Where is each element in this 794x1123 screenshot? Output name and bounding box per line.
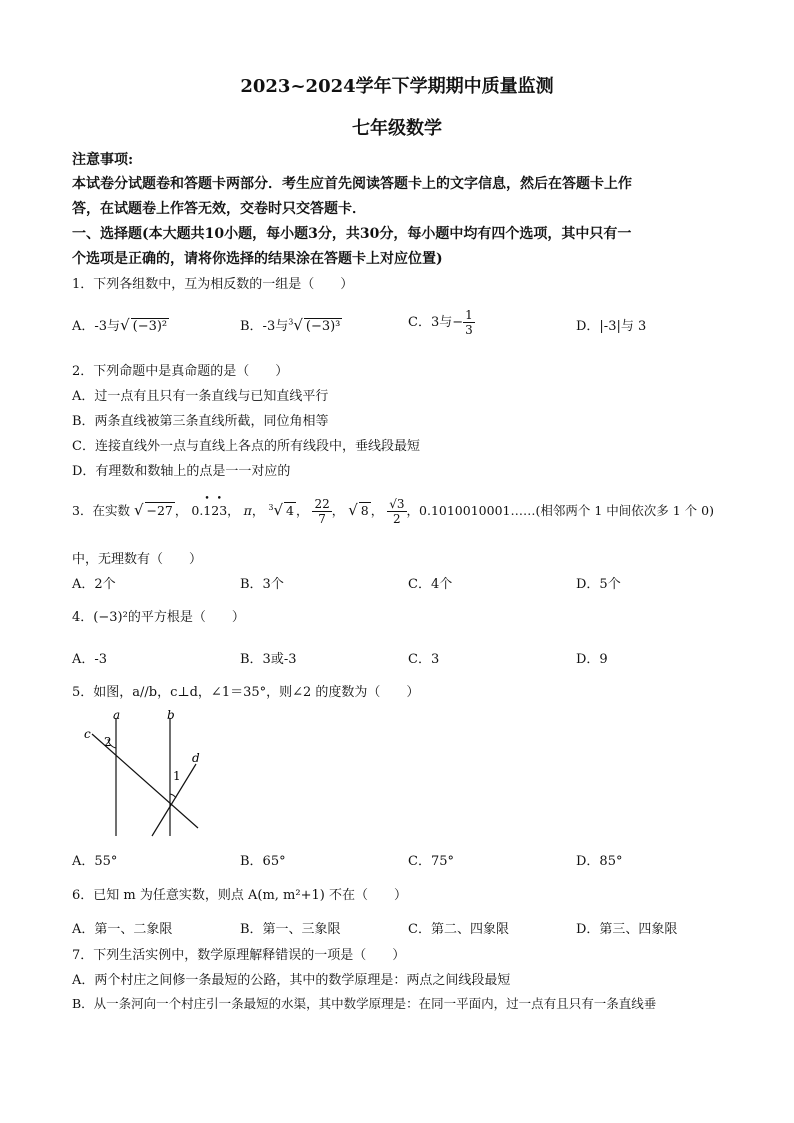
q2-option-a: A．过一点有且只有一条直线与已知直线平行 — [72, 389, 329, 404]
cbrt-symbol: √ — [273, 501, 284, 519]
q2-option-d: D．有理数和数轴上的点是一一对应的 — [72, 464, 291, 479]
label-b: b — [167, 708, 175, 722]
q1-stem: 1．下列各组数中，互为相反数的一组是（ ） — [72, 277, 354, 292]
q4-option-d: D．9 — [576, 652, 608, 667]
q7-stem: 7．下列生活实例中，数学原理解释错误的一项是（ ） — [72, 948, 406, 963]
q3-number-2 — [191, 494, 229, 518]
q4-option-a: A．-3 — [72, 652, 108, 667]
q3-option-d: D．5个 — [576, 577, 621, 592]
q3-number-6: 8 — [360, 503, 369, 518]
q4-option-c: C．3 — [408, 652, 440, 667]
q1-option-b-index: 3 — [288, 317, 294, 327]
label-a: a — [113, 708, 121, 722]
label-c: c — [84, 727, 91, 741]
exam-subtitle: 七年级数学 — [352, 118, 442, 139]
q3-number-2-value: 0.123 — [191, 503, 228, 518]
q1-option-c-fraction — [463, 308, 475, 337]
q1-option-c — [408, 308, 475, 337]
repeating-dots: •• — [204, 494, 229, 504]
q3-number-4: 4 — [286, 503, 294, 518]
sqrt-symbol: √ — [120, 316, 130, 334]
q4-stem-text: 的平方根是（ ） — [127, 610, 245, 625]
fraction-numerator: √3 — [389, 497, 405, 511]
fraction-numerator: 22 — [314, 497, 330, 511]
q3-number-4-index: 3 — [268, 502, 274, 512]
fraction-numerator: 1 — [465, 308, 473, 322]
notice-line-1: 本试卷分试题卷和答题卡两部分．考生应首先阅读答题卡上的文字信息，然后在答题卡上作 — [72, 176, 632, 192]
q5-option-c: C．75° — [408, 854, 454, 869]
q3-prefix: 3．在实数 — [72, 503, 130, 518]
q3-number-5 — [312, 497, 331, 526]
q7-option-b: B．从一条河向一个村庄引一条最短的水渠，其中数学原理是：在同一平面内，过一点有且只有一条直线垂 — [72, 996, 657, 1011]
q3-stem-line-2: 中，无理数有（ ） — [72, 552, 203, 567]
q4-option-b: B．3或-3 — [240, 652, 297, 667]
notice-line-2: 答，在试题卷上作答无效，交卷时只交答题卡． — [72, 201, 366, 217]
q2-option-c: C．连接直线外一点与直线上各点的所有线段中，垂线段最短 — [72, 439, 420, 454]
q3-stem-line-1: 3．在实数 √ −27 ， 0.123 •• ， π， $^3$√ 4 ， $\frac{22}{7}$ ， √ 8 ， $\frac{√3}{2}$ ，0.1010010001……(相邻两个 1 中间依次多 1 个 0) — [72, 494, 714, 526]
q1-option-b-label: B．-3与 — [240, 319, 289, 334]
label-d: d — [192, 751, 200, 765]
q7-option-a: A．两个村庄之间修一条最短的公路，其中的数学原理是：两点之间线段最短 — [72, 973, 511, 988]
notice-heading: 注意事项: — [72, 152, 134, 168]
sqrt-symbol: √ — [348, 501, 358, 519]
section-heading-line-2: 个选项是正确的，请将你选择的结果涂在答题卡上对应位置) — [72, 251, 443, 267]
q5-figure — [78, 706, 208, 841]
q1-option-a — [72, 315, 169, 334]
q1-option-a-radicand: (−3)² — [132, 319, 168, 334]
q4-stem — [72, 606, 245, 625]
q3-number-3: π — [243, 503, 252, 518]
fraction-denominator: 2 — [393, 512, 401, 526]
q1-option-d: D．|-3|与 3 — [576, 319, 647, 334]
q3-option-c: C．4个 — [408, 577, 453, 592]
q1-option-c-label: C．3与− — [408, 315, 464, 330]
q3-number-7 — [387, 497, 406, 526]
q6-option-d: D．第三、四象限 — [576, 922, 678, 937]
q2-stem: 2．下列命题中是真命题的是（ ） — [72, 364, 289, 379]
fraction-denominator: 7 — [318, 512, 326, 526]
q5-option-d: D．85° — [576, 854, 623, 869]
fraction-denominator: 3 — [465, 323, 473, 337]
q3-option-b: B．3个 — [240, 577, 284, 592]
q3-number-1: −27 — [146, 503, 173, 518]
q6-stem: 6．已知 m 为任意实数，则点 A(m, m²+1) 不在（ ） — [72, 888, 407, 903]
q5-option-b: B．65° — [240, 854, 286, 869]
q3-tail: 0.1010010001……(相邻两个 1 中间依次多 1 个 0) — [419, 503, 714, 518]
q1-option-b-radicand: (−3)³ — [305, 319, 341, 334]
q6-option-b: B．第一、三象限 — [240, 922, 341, 937]
angle-1-arc — [170, 794, 176, 798]
q1-option-b — [240, 315, 342, 334]
q5-stem: 5．如图，a//b，c⊥d，∠1＝35°，则∠2 的度数为（ ） — [72, 685, 420, 700]
cbrt-symbol: √ — [293, 316, 303, 334]
q5-option-a: A．55° — [72, 854, 118, 869]
q4-expression: (−3)² — [93, 610, 128, 625]
exam-title: 2023~2024学年下学期期中质量监测 — [240, 76, 554, 97]
label-angle-1: 1 — [173, 769, 181, 783]
q2-option-b: B．两条直线被第三条直线所截，同位角相等 — [72, 414, 329, 429]
label-angle-2: 2 — [104, 735, 112, 749]
q3-option-a: A．2个 — [72, 577, 116, 592]
q6-option-a: A．第一、二象限 — [72, 922, 173, 937]
q1-option-a-label: A．-3与 — [72, 319, 121, 334]
q6-option-c: C．第二、四象限 — [408, 922, 509, 937]
q4-number: 4． — [72, 610, 94, 625]
sqrt-symbol: √ — [133, 501, 144, 519]
section-heading-line-1: 一、选择题(本大题共10小题，每小题3分，共30分，每小题中均有四个选项，其中只有一 — [72, 226, 632, 242]
